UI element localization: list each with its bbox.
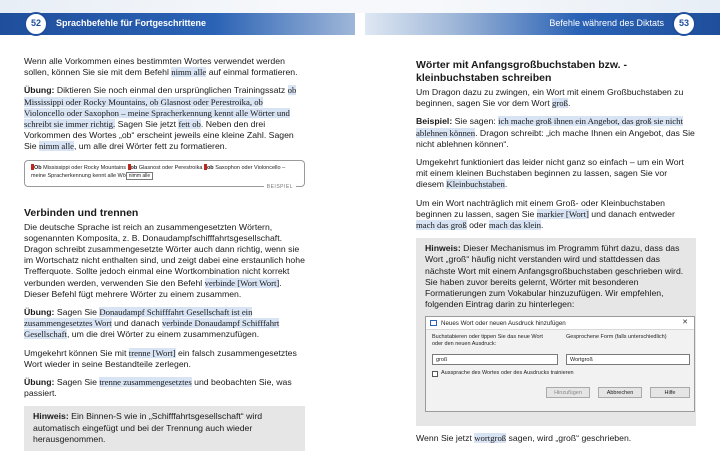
- command-text: Kleinbuchstaben: [446, 179, 505, 190]
- paragraph-verbinde: Die deutsche Sprache ist reich an zusammengesetzten Wörtern, sogenannten Komposita, z. B. Donaudampfschifffahrtsgesellschaft. Dragon schreibt zusammengesetzte Wörter auch dann richtig, wenn sie im Wortschatz nicht enthalten sind, und zeigt dabei eine erstaunlich hohe Trefferquote. Sollte jedoch einmal eine Wortkombination nicht korrekt verbunden werden, verwenden Sie den Befehl verbinde [Wort Wort]. Dieser Befehl fügt mehrere Wörter zu einem zusammen.: [24, 221, 305, 299]
- spoken-form-input[interactable]: Wortgroß: [566, 354, 690, 365]
- top-decoration: [0, 0, 720, 13]
- paragraph-trenne: Umgekehrt können Sie mit trenne [Wort] ein falsch zusammengesetztes Wort wieder in seine Bestandteile zerlegen.: [24, 347, 297, 369]
- command-text: mach das groß: [416, 220, 467, 231]
- paragraph-klein: Umgekehrt funktioniert das leider nicht ganz so einfach – um ein Wort mit einem kleinen Buchstaben beginnen zu lassen, sagen Sie vor diesem Kleinbuchstaben.: [416, 157, 684, 190]
- left-page-content: [24, 56, 305, 451]
- command-text: verbinde [Wort Wort]: [204, 277, 280, 288]
- right-page-header: [365, 13, 720, 35]
- right-page-content: [416, 56, 696, 452]
- dialog-titlebar: [426, 317, 694, 330]
- section-heading: Wörter mit Anfangsgroßbuchstaben bzw. -kleinbuchstaben schreiben: [416, 59, 627, 84]
- train-checkbox[interactable]: [432, 371, 438, 377]
- field-label-word: Buchstabieren oder tippen Sie das neue Wort oder den neuen Ausdruck:: [432, 334, 543, 348]
- paragraph-markier: Um ein Wort nachträglich mit einem Groß- oder Kleinbuchstaben beginnen zu lassen, sagen Sie markier [Wort] und danach entweder mach das groß oder mach das klein.: [416, 197, 675, 231]
- cancel-button[interactable]: Abbrechen: [598, 387, 642, 398]
- right-chapter-title: Befehle während des Diktats: [549, 18, 664, 29]
- left-chapter-title: Sprachbefehle für Fortgeschrittene: [56, 18, 207, 29]
- command-text: markier [Wort]: [536, 208, 589, 219]
- command-text: trenne [Wort]: [128, 347, 176, 358]
- command-text: Donaudampf Schifffahrt Gesellschaft ist ein zusammengesetztes Wort: [24, 307, 253, 329]
- dialog-screenshot: [425, 316, 695, 412]
- exercise-paragraph-1: Übung: Diktieren Sie noch einmal den ursprünglichen Trainingssatz ob Mississippi oder Rocky Mountains, ob Glasnost oder Perestroika, ob Violoncello oder Saxophon – meine Spracherkennung kennt alle Wörter und schreibt sie immer richtig. Sagen Sie jetzt fett ob. Neben den drei Vorkommen des Wortes „ob“ erscheint jeweils eine kleine Zahl. Sagen Sie nimm alle, um alle drei Wörter fett zu formatieren.: [24, 85, 297, 152]
- exercise-paragraph-2: Übung: Sagen Sie Donaudampf Schifffahrt Gesellschaft ist ein zusammengesetztes Wort und danach verbinde Donaudampf Schifffahrt Gesellschaft, um die drei Wörter zu einem zusammenzufügen.: [24, 307, 280, 340]
- paragraph-wortgross: Wenn Sie jetzt wortgroß sagen, wird „groß“ geschrieben.: [416, 433, 632, 444]
- note-box: Hinweis: Dieser Mechanismus im Programm führt dazu, dass das Wort „groß“ häufig nicht verstanden wird und stattdessen das nächste Wort mit einem Anfangsgroßbuchstaben geschrieben wird. Sie haben zuvor bereits gelernt, Wörter mit besonderen Formatierungen zum Vokabular hinzuzufügen. Wir empfehlen, folgenden Eintrag darin zu hinterlegen: Neues Wort oder neuen Ausdruck hinzufügen ✕ Buchstabieren oder tippen Sie das neue Wort oder den neuen Ausdruck: Gesprochene Form (falls unterschiedlich) groß Wortgroß Aussprache des Wortes oder des Ausdrucks trainieren Hinzufügen Abbrechen Hilfe: [416, 238, 696, 426]
- command-text: verbinde Donaudampf Schifffahrt Gesellschaft: [24, 318, 280, 340]
- example-label: BEISPIEL: [264, 183, 296, 191]
- close-icon[interactable]: ✕: [682, 319, 688, 327]
- command-text: trenne zusammengesetztes: [99, 377, 192, 388]
- command-text: ob Mississippi oder Rocky Mountains, ob Glasnost oder Perestroika, ob Violoncello oder Saxophon – meine Spracherkennung kennt alle Wörter und schreibt sie immer richtig.: [24, 85, 297, 130]
- help-button[interactable]: Hilfe: [650, 387, 690, 398]
- example-paragraph: Beispiel: Sie sagen: ich mache groß ihnen ein Angebot, das groß sie nicht ablehnen können. Dragon schreibt: „ich mache Ihnen ein Angebot, das Sie nicht ablehnen können“.: [416, 116, 695, 149]
- command-text: nimm alle: [171, 67, 207, 78]
- command-text: mach das klein: [488, 220, 541, 231]
- command-text: ich mache groß ihnen ein Angebot, das groß sie nicht ablehnen können: [416, 116, 683, 138]
- field-label-spoken: Gesprochene Form (falls unterschiedlich): [566, 334, 667, 341]
- command-text: fett ob: [178, 119, 201, 130]
- left-page-header: [0, 13, 355, 35]
- word-input[interactable]: groß: [432, 354, 558, 365]
- paragraph-nimm-alle: Wenn alle Vorkommen eines bestimmten Wortes verwendet werden sollen, können Sie sie mit dem Befehl nimm alle auf einmal formatieren.: [24, 56, 298, 78]
- paragraph-gross: Um Dragon dazu zu zwingen, ein Wort mit einem Großbuchstaben zu beginnen, sagen Sie vor dem Wort groß.: [416, 87, 684, 109]
- right-page-number: 53: [672, 12, 696, 36]
- add-button[interactable]: Hinzufügen: [546, 387, 590, 398]
- tooltip: nimm alle: [126, 172, 153, 180]
- left-page-number: 52: [24, 12, 48, 36]
- exercise-paragraph-3: Übung: Sagen Sie trenne zusammengesetztes und beobachten Sie, was passiert.: [24, 377, 292, 399]
- dialog-app-icon: [430, 320, 437, 326]
- example-box: Ob Mississippi oder Rocky Mountains ob Glasnost oder Perestroika ob Saxophon oder Violoncello – meine Spracherkennung kennt alle Wö nimm alle BEISPIEL: [24, 160, 305, 187]
- command-text: groß: [552, 98, 568, 109]
- section-heading: Verbinden und trennen: [24, 206, 139, 219]
- command-text: wortgroß: [474, 433, 507, 444]
- train-checkbox-label: Aussprache des Wortes oder des Ausdrucks trainieren: [441, 370, 574, 377]
- command-text: nimm alle: [38, 141, 74, 152]
- note-box: Hinweis: Ein Binnen-S wie in „Schifffahrtsgesellschaft“ wird automatisch eingefügt und bei der Trennung auch wieder herausgenommen.: [24, 406, 305, 451]
- dialog-title: Neues Wort oder neuen Ausdruck hinzufügen: [441, 319, 566, 327]
